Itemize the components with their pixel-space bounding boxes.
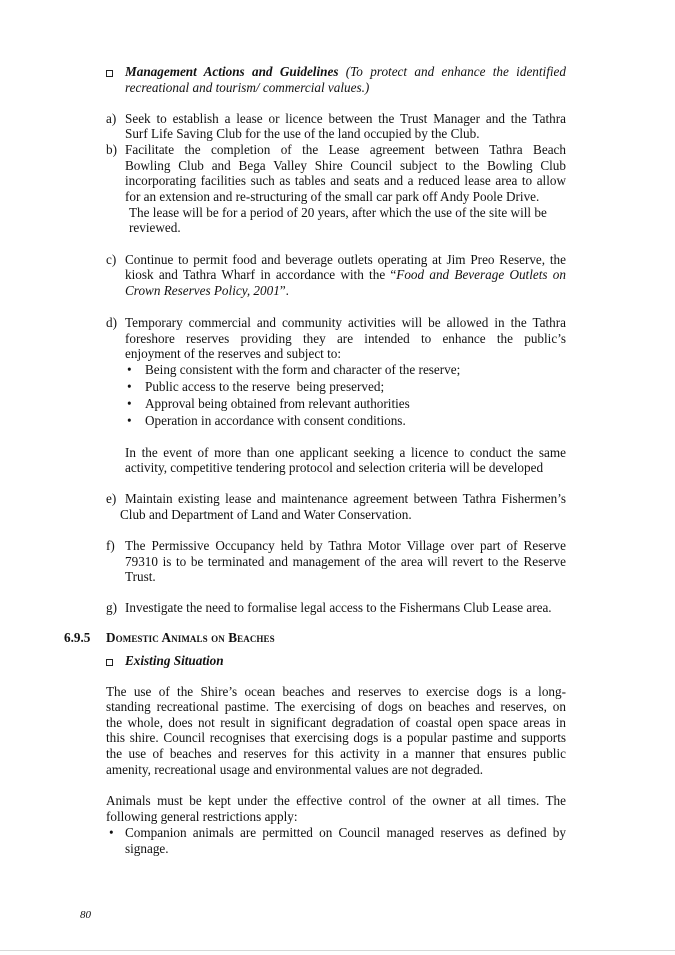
management-title: Management Actions and Guidelines [125, 64, 339, 79]
policy-title: Food and Beverage Outlets on [396, 267, 566, 282]
policy-title-cont: Crown Reserves Policy, 2001 [125, 283, 280, 298]
management-subtitle-cont: recreational and tourism/ commercial values.) [125, 80, 370, 95]
item-b-line: The lease will be for a period of 20 years, after which the use of the site will be [129, 205, 547, 220]
item-d-bullet: Being consistent with the form and character of the reserve; [145, 362, 461, 377]
item-c-text: kiosk and Tathra Wharf in accordance with the “ [125, 267, 397, 282]
para2-line: Animals must be kept under the effective control of the owner at all times. The [106, 793, 566, 808]
para1-line: amenity, recreational usage and environmental values are not degraded. [106, 762, 484, 777]
item-a-line: Seek to establish a lease or licence between the Trust Manager and the Tathra [125, 111, 566, 126]
bullet-icon: • [109, 825, 114, 840]
para1-line: this shire. Council recognises that exercising dogs is a popular pastime and supports [106, 730, 566, 745]
item-d-note: In the event of more than one applicant seeking a licence to conduct the same [125, 445, 566, 460]
para1-line: standing recreational pastime. The exercising of dogs on beaches and reserves, on [106, 699, 566, 714]
item-g-line: Investigate the need to formalise legal access to the Fishermans Club Lease area. [125, 600, 552, 615]
management-subtitle: (To protect and enhance the identified [345, 64, 566, 79]
management-heading [125, 64, 566, 80]
page-number: 80 [80, 909, 91, 921]
checkbox-square-icon [106, 70, 113, 77]
item-e-line: Maintain existing lease and maintenance agreement between Tathra Fishermen’s [125, 491, 566, 506]
bullet-icon: • [127, 396, 132, 411]
para1-line: The use of the Shire’s ocean beaches and reserves to exercise dogs is a long- [106, 684, 566, 699]
item-d-bullet: Operation in accordance with consent conditions. [145, 413, 406, 428]
item-b-line: Bowling Club and Bega Valley Shire Council subject to the Bowling Club [125, 158, 566, 173]
item-d-bullet: Approval being obtained from relevant authorities [145, 396, 410, 411]
item-e-line: Club and Department of Land and Water Conservation. [120, 507, 412, 522]
item-a-line: Surf Life Saving Club for the use of the land occupied by the Club. [125, 126, 480, 141]
item-b-label: b) [106, 142, 117, 157]
existing-situation-title: Existing Situation [125, 653, 224, 668]
item-d-line: enjoyment of the reserves and subject to: [125, 346, 342, 361]
para2-line: following general restrictions apply: [106, 809, 298, 824]
item-c-text: ”. [279, 283, 289, 298]
section-title: Domestic Animals on Beaches [106, 630, 275, 645]
item-d-note: activity, competitive tendering protocol and selection criteria will be developed [125, 460, 544, 475]
item-b-line: Facilitate the completion of the Lease agreement between Tathra Beach [125, 142, 566, 157]
restriction-line: Companion animals are permitted on Council managed reserves as defined by [125, 825, 566, 840]
checkbox-square-icon [106, 659, 113, 666]
section-number: 6.9.5 [64, 630, 91, 645]
page-bottom-edge [0, 950, 675, 951]
para1-line: the use of beaches and reserves for this activity in a manner that ensures public [106, 746, 566, 761]
item-d-line: foreshore reserves providing they are intended to enhance the public’s [125, 331, 566, 346]
restriction-line: signage. [125, 841, 169, 856]
bullet-icon: • [127, 362, 132, 377]
item-a-label: a) [106, 111, 117, 126]
item-f-line: Trust. [125, 569, 156, 584]
item-f-line: The Permissive Occupancy held by Tathra Motor Village over part of Reserve [125, 538, 566, 553]
item-c-line: Continue to permit food and beverage outlets operating at Jim Preo Reserve, the [125, 252, 566, 267]
para1-line: the whole, does not result in significant degradation of coastal open space areas in [106, 715, 566, 730]
item-b-line: reviewed. [129, 220, 181, 235]
item-d-line: Temporary commercial and community activities will be allowed in the Tathra [125, 315, 566, 330]
item-e-label: e) [106, 491, 117, 506]
item-d-label: d) [106, 315, 117, 330]
item-c-label: c) [106, 252, 117, 267]
item-g-label: g) [106, 600, 117, 615]
item-b-line: incorporating facilities such as tables and seats and a reduced lease area to allow [125, 173, 566, 188]
item-c-line [125, 267, 566, 283]
bullet-icon: • [127, 413, 132, 428]
item-d-bullet: Public access to the reserve being preserved; [145, 379, 385, 394]
item-f-label: f) [106, 538, 115, 553]
item-b-line: for an extension and re-structuring of the small car park off Andy Poole Drive. [125, 189, 540, 204]
item-f-line: 79310 is to be terminated and management of the area will revert to the Reserve [125, 554, 566, 569]
bullet-icon: • [127, 379, 132, 394]
item-c-line [125, 283, 566, 299]
